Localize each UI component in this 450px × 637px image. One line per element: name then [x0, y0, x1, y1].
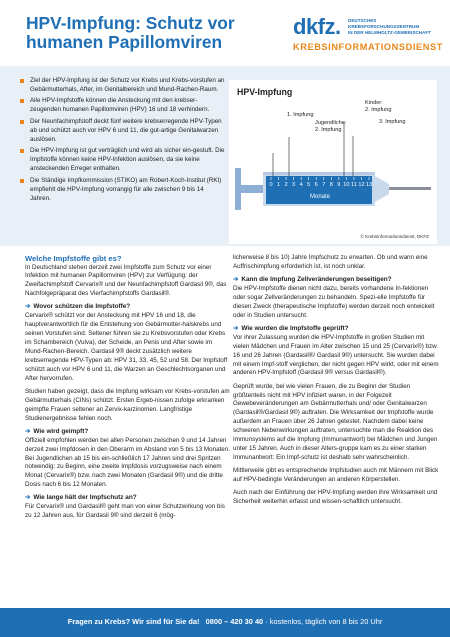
- page-title: [26, 14, 276, 52]
- logo-service-name: KREBSINFORMATIONSDIENST: [293, 42, 443, 52]
- scale-label: 0: [269, 182, 273, 188]
- paragraph-testing: Vor ihrer Zulassung wurden die HPV-Impfstoffe in großen Studien mit vielen Mädchen und Frauen im Alter zwischen 15 und 25 (Cervarix®) bzw. 16 und 26 Jahren (Gardasil®/ Gardasil 9®) untersucht. Sie wurden dabei mit einem Impf-stoff verglichen, der nicht gegen HPV wirkt, oder mit einem anderen HPV-Impfstoff (Gardasil 9® versus Gardasil®).: [233, 333, 439, 377]
- bullet-square-icon: [20, 99, 24, 103]
- scale-label: 8: [329, 182, 333, 188]
- footer-note: · kostenlos, täglich von 8 bis 20 Uhr: [265, 617, 383, 626]
- paragraph-which-vaccines: In Deutschland stehen derzeit zwei Impfstoffe zum Schutz vor einer Infektion mit humanen Papillomviren (HPV) zur Verfügung: der Zweifachimpfstoff Cervarix® und der Neunfachimpfstoff Gardasil 9®, das Nachfolgepräparat des Vierfachimpfstoffs Gardasil®.: [25, 263, 227, 298]
- arrow-right-icon: ➔: [25, 494, 31, 502]
- vaccination-schedule-figure: [229, 80, 437, 244]
- month-scale: [229, 80, 437, 244]
- label-third-dose: 3. Impfung: [379, 119, 406, 125]
- scale-label: 1: [276, 182, 281, 188]
- bullet-square-icon: [20, 79, 24, 83]
- title-line-2: humanen Papillomviren: [26, 32, 223, 52]
- footer-bar: [0, 608, 450, 637]
- scale-label: 5: [307, 182, 311, 188]
- arrow-right-icon: ➔: [25, 427, 31, 435]
- scale-label: 12: [358, 182, 365, 188]
- label-teen-second-dose: Jugendliche: 2. Impfung: [315, 120, 347, 133]
- scale-label: 7: [322, 182, 326, 188]
- bullet-square-icon: [20, 179, 24, 183]
- heading-protection: ➔ Wovor schützen die Impfstoffe?: [25, 303, 131, 311]
- figure-title: HPV-Impfung: [237, 87, 293, 97]
- footer-phone[interactable]: 0800 – 420 30 40: [205, 617, 264, 626]
- scale-label: 13: [365, 182, 373, 188]
- footer-question: Fragen zu Krebs? Wir sind für Sie da!: [67, 617, 200, 626]
- paragraph-existing-changes: Die HPV-Impfstoffe dienen nicht dazu, bereits vorhandene In-fektionen oder sogar Zellveränderungen zu behandeln. Spezi-elle Impfstoffe für diesen Zweck (therapeutische Impfstoffe) werden derzeit noch entwickelt oder in Studien untersucht.: [233, 285, 435, 319]
- logo-organisation: [348, 18, 431, 35]
- left-column: [25, 254, 231, 521]
- heading-existing-changes: ➔ Kann die Impfung Zellveränderungen beseitigen?: [233, 276, 392, 284]
- paragraph-men-studies: Mittlerweile gibt es entsprechende Impfstudien auch mit Männern mit Blick auf HPV-bedingte Veränderungen an anderen Körperstellen.: [233, 467, 439, 484]
- logo-wordmark: dkfz.: [293, 14, 341, 39]
- paragraph-duration-cont: licherweise 8 bis 10) Jahre Impfschutz zu erwarten. Ob und wann eine Auffrischimpfung erforderlich ist, ist noch unklar.: [233, 254, 428, 270]
- footer-hotline: [0, 617, 450, 626]
- summary-item: Alle HPV-Impfstoffe können die Ansteckung mit den krebser-zeugenden humanen Papillomviren (HPV) 16 und 18 verhindern.: [20, 96, 225, 114]
- summary-list: [20, 76, 225, 205]
- scale-label: 9: [337, 182, 341, 188]
- paragraph-effectiveness: Geprüft wurde, bei wie vielen Frauen, die zu Beginn der Studien größtenteils nicht mit HPV infiziert waren, in der Folgezeit Gewebeveränderungen am Gebärmutterhals und/ oder Genitalwarzen (Gardasil®/Gardasil 9®) auftraten. Die Wirksamkeit der Impfstoffe wurde außerdem an Frauen über 26 Jahren getestet. Nachdem dabei keine schweren Nebenwirkungen auftraten, untersuchte man die Reaktion des Immunsystems auf die Impfung (Immunantwort) bei Mädchen und Jungen unter 15 Jahren. Auch in dieser Alters-gruppe kam es zu einer starken Immunantwort: Ein Impf-schutz ist deshalb sehr wahrscheinlich.: [233, 382, 438, 461]
- scale-label: 3: [292, 182, 296, 188]
- right-column: [233, 254, 439, 507]
- scale-label: 10: [343, 182, 350, 188]
- scale-label: 11: [351, 182, 357, 188]
- logo-org-line-2: KREBSFORSCHUNGSZENTRUM: [348, 23, 420, 29]
- paragraph-protection: Cervarix® schützt vor der Ansteckung mit HPV 16 und 18, die hauptverantwortlich für die Entstehung von Gebärmutter-halskrebs und seinen Vorstufen sind. Seltener führen sie zu Krebsvorstufen oder Krebs im Schambereich (Vulva), der Scheide, an Penis und After sowie im Mund-Rachen-Bereich. Gardasil 9® deckt zusätzlich weitere krebserregende HPV-Typen ab: HPV 31, 33, 45, 52 und 58. Der Impfstoff schützt auch vor HPV 6 und 11, die Warzen an Geschlechtsorganen und After hervorrufen.: [25, 312, 228, 382]
- dkfz-logo: [293, 16, 443, 56]
- bullet-square-icon: [20, 149, 24, 153]
- paragraph-monitoring: Auch nach der Einführung der HPV-Impfung werden ihre Wirksamkeit und Sicherheit weiterhin erfasst und wissen-schaftlich untersucht.: [233, 489, 438, 506]
- scale-unit-label: Monate: [309, 194, 331, 200]
- heading-how-vaccinated: ➔ Wie wird geimpft?: [25, 427, 89, 435]
- heading-duration: ➔ Wie lange hält der Impfschutz an?: [25, 494, 137, 502]
- label-first-dose: 1. Impfung: [287, 112, 314, 118]
- arrow-right-icon: ➔: [25, 303, 31, 311]
- bullet-square-icon: [20, 120, 24, 124]
- figure-credit: © Krebsinformationsdienst, DKFZ: [360, 234, 429, 239]
- arrow-right-icon: ➔: [233, 276, 239, 284]
- scale-label: 6: [314, 182, 318, 188]
- title-line-1: HPV-Impfung: Schutz vor: [26, 13, 235, 33]
- paragraph-duration: Für Cervarix® und Gardasil® geht man von einer Schutzwirkung von bis zu 12 Jahren aus, für Gardasil 9® sind derzeit 6 (mög-: [25, 503, 225, 520]
- heading-testing: ➔ Wie wurden die Impfstoffe geprüft?: [233, 324, 349, 332]
- scale-label: 4: [299, 182, 303, 188]
- summary-item: Die HPV-Impfung ist gut verträglich und wird als sicher ein-gestuft. Die Impfstoffe können keine HPV-Infektion auslösen, da sie keine ansteckenden Erreger enthalten.: [20, 146, 225, 173]
- logo-org-line-3: IN DER HELMHOLTZ-GEMEINSCHAFT: [348, 29, 432, 35]
- summary-item: Der Neunfachimpfstoff deckt fünf weitere krebserregende HPV-Typen ab und schützt auch vor HPV 6 und 11, die gut-artige Genitalwarzen auslösen.: [20, 117, 225, 144]
- label-kids-second-dose: Kinder: 2. Impfung: [365, 100, 392, 113]
- summary-item: Ziel der HPV-Impfung ist der Schutz vor Krebs und Krebs-vorstufen an Gebärmutterhals, After, im Genitalbereich und Mund-Rachen-Raum.: [20, 76, 225, 94]
- summary-item: Die Ständige Impfkommission (STIKO) am Robert-Koch-Institut (RKI) empfiehlt die HPV-Impfung vorrangig für alle zwischen 9 bis 14 Jahren.: [20, 176, 225, 203]
- paragraph-how-vaccinated: Offiziell empfohlen werden bei allen Personen zwischen 9 und 14 Jahren derzeit zwei Impfdosen in den Oberarm im Abstand von 5 bis 13 Monaten. Bei Jugendlichen ab 15 bis ein-schließlich 17 Jahren sind drei Spritzen notwendig: zu Beginn, eine zweite Impfdosis vorzugsweise nach einem Monat (Cervarix®) bzw. nach zwei Monaten (Gardasil 9®) und die dritte Dosis nach 6 bis 12 Monaten.: [25, 436, 230, 489]
- arrow-right-icon: ➔: [233, 324, 239, 332]
- heading-which-vaccines: Welche Impfstoffe gibt es?: [25, 254, 122, 263]
- scale-label: 2: [284, 182, 288, 188]
- paragraph-studies: Studien haben gezeigt, dass die Impfung wirksam vor Krebs-vorstufen am Gebärmutterhals (CINs) schützt. Ersten Ergeb-nissen zufolge erkranken geimpfte Frauen seltener an Zervix-karzinomen. Langfristige Studienergebnisse fehlen noch.: [25, 387, 230, 422]
- logo-org-line-1: DEUTSCHES: [348, 18, 377, 23]
